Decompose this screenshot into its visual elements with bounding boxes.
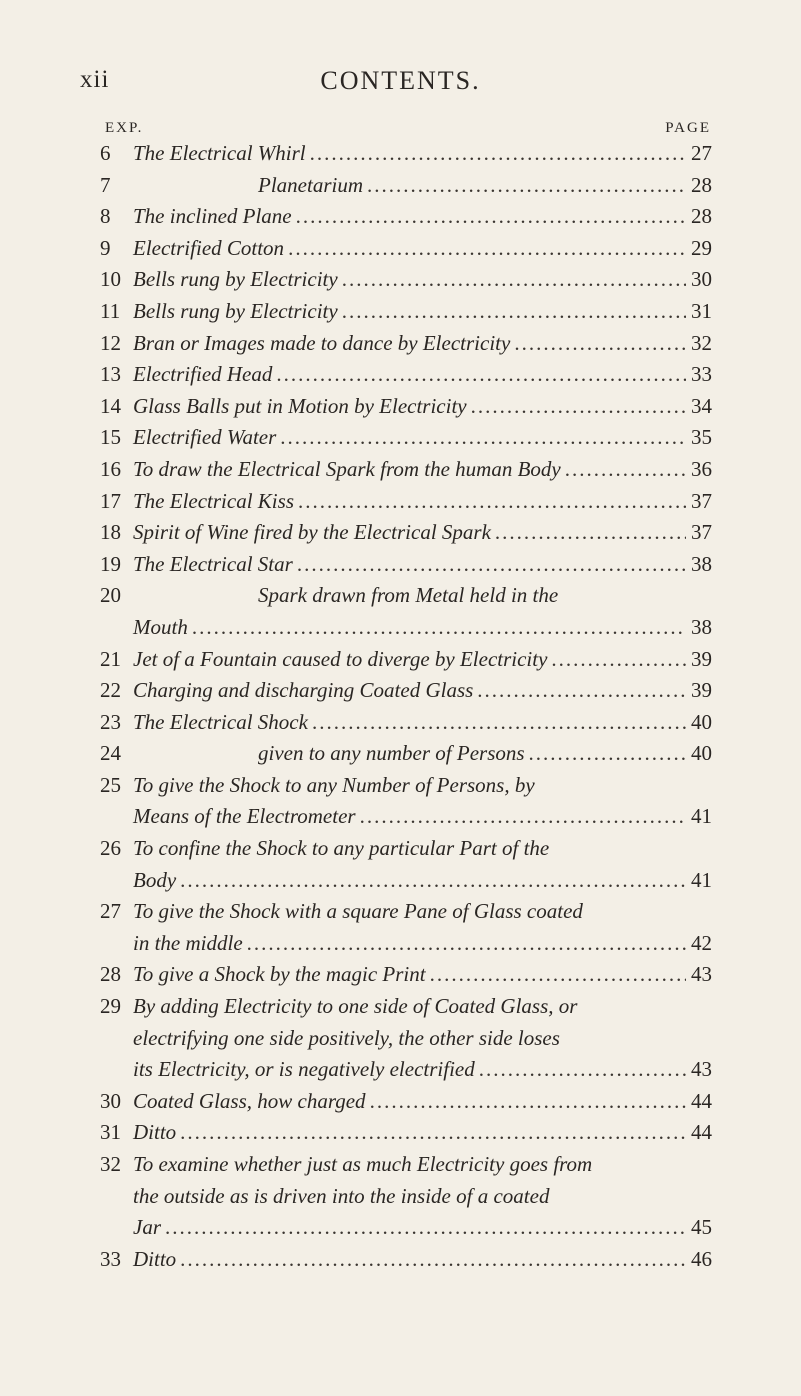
dot-leader [551,644,686,676]
experiment-title: Electrified Head [133,362,273,387]
entry-line [100,1212,712,1244]
contents-entry [100,644,712,676]
experiment-number: 16 [100,456,121,481]
contents-entry [100,328,712,360]
dot-leader [312,707,686,739]
experiment-number: 21 [100,646,121,671]
experiment-number: 33 [100,1246,121,1271]
entry-line [100,296,712,328]
experiment-number: 11 [100,298,121,323]
dot-leader [296,201,686,233]
entry-line [100,264,712,296]
page-reference: 34 [691,393,712,418]
experiment-number: 23 [100,709,121,734]
running-title: CONTENTS. [320,66,481,95]
experiment-title: given to any number of Persons [258,741,525,766]
experiment-number: 28 [100,962,121,987]
entry-line [100,1086,712,1118]
experiment-number: 22 [100,678,121,703]
page-reference: 30 [691,267,712,292]
page-reference: 28 [691,204,712,229]
contents-entry [100,1086,712,1118]
experiment-title: Means of the Electrometer [133,804,356,829]
experiment-number: 7 [100,172,111,197]
page-reference: 42 [691,930,712,955]
experiment-title: its Electricity, or is negatively electrified [133,1057,475,1082]
entry-line [100,201,712,233]
page-reference: 44 [691,1088,712,1113]
dot-leader [280,422,686,454]
contents-entry [100,422,712,454]
contents-entry [100,170,712,202]
page-reference: 31 [691,298,712,323]
experiment-title: in the middle [133,930,243,955]
contents-entry [100,675,712,707]
dot-leader [298,486,686,518]
dot-leader [529,738,686,770]
contents-entry [100,991,712,1086]
page-reference: 39 [691,646,712,671]
experiment-title: The inclined Plane [133,204,292,229]
entry-line [100,233,712,265]
dot-leader [297,549,686,581]
page-reference: 38 [691,614,712,639]
contents-entry [100,549,712,581]
experiment-title: To examine whether just as much Electricity goes from [133,1152,593,1176]
page-column-heading: PAGE [665,120,711,136]
page-reference: 45 [691,1215,712,1240]
dot-leader [479,1054,686,1086]
contents-entry [100,896,712,959]
entry-line [100,454,712,486]
page-reference: 40 [691,709,712,734]
experiment-number: 27 [100,899,121,924]
contents-entry [100,707,712,739]
page-number: xii [80,66,110,93]
experiment-number: 32 [100,1152,121,1176]
experiment-title: By adding Electricity to one side of Coated Glass, or [133,994,578,1019]
dot-leader [342,264,686,296]
experiment-title: Spirit of Wine fired by the Electrical Spark [133,520,491,545]
entry-line [100,328,712,360]
contents-entry [100,1244,712,1276]
experiment-number: 8 [100,204,111,229]
experiment-number: 24 [100,741,121,766]
experiment-title: The Electrical Star [133,551,293,576]
entry-line [100,833,712,865]
page-reference: 29 [691,235,712,260]
page-reference: 43 [691,962,712,987]
contents-entry [100,1149,712,1244]
contents-entry [100,833,712,896]
experiment-number: 29 [100,994,121,1019]
dot-leader [342,296,686,328]
experiment-title: Ditto [133,1120,177,1145]
dot-leader [430,959,686,991]
page-reference: 35 [691,425,712,450]
contents-entry [100,770,712,833]
experiment-title: Planetarium [258,172,363,197]
contents-entry [100,486,712,518]
experiment-title: Ditto [133,1246,177,1271]
page-reference: 38 [691,551,712,576]
contents-entry [100,264,712,296]
experiment-number: 12 [100,330,121,355]
entry-line [100,959,712,991]
entry-line [100,391,712,423]
page-reference: 39 [691,678,712,703]
entry-line [100,580,712,612]
page-reference: 27 [691,141,712,165]
contents-entry [100,138,712,170]
experiment-number: 30 [100,1088,121,1113]
entry-line [100,1054,712,1086]
experiment-title: The Electrical Shock [133,709,308,734]
experiment-title: Electrified Water [133,425,277,450]
dot-leader [276,359,686,391]
experiment-title: The Electrical Whirl [133,141,306,165]
experiment-number: 20 [100,583,121,608]
dot-leader [370,1086,686,1118]
entry-line [100,612,712,644]
experiment-title: Mouth [133,614,188,639]
dot-leader [288,233,686,265]
experiment-title: Bells rung by Electricity [133,267,338,292]
contents-entry [100,201,712,233]
experiment-title: To give a Shock by the magic Print [133,962,426,987]
experiment-number: 6 [100,141,111,165]
entry-line [100,170,712,202]
experiment-title: Body [133,867,177,892]
dot-leader [367,170,686,202]
entry-line [100,896,712,928]
page-header [0,0,801,110]
entry-line [100,517,712,549]
entry-line [100,707,712,739]
experiment-title: To give the Shock with a square Pane of Glass coated [133,899,583,924]
contents-entry [100,959,712,991]
contents-entry [100,233,712,265]
entry-line [100,991,712,1023]
experiment-title: the outside as is driven into the inside of a coated [133,1183,550,1208]
contents-entry [100,738,712,770]
experiment-number: 15 [100,425,121,450]
experiment-title: Jet of a Fountain caused to diverge by Electricity [133,646,548,671]
contents-entry [100,359,712,391]
experiment-number: 13 [100,362,121,387]
dot-leader [180,865,686,897]
page-reference: 33 [691,362,712,387]
entry-line [100,422,712,454]
entry-line [100,138,712,170]
experiment-title: Bran or Images made to dance by Electricity [133,330,511,355]
dot-leader [180,1244,686,1276]
page-reference: 36 [691,456,712,481]
contents-entry [100,517,712,549]
contents-entry [100,296,712,328]
entry-line [100,1181,712,1213]
contents-list [100,138,712,1275]
page-reference: 37 [691,520,712,545]
experiment-title: Coated Glass, how charged [133,1088,366,1113]
experiment-title: electrifying one side positively, the other side loses [133,1025,560,1050]
page-reference: 41 [691,804,712,829]
experiment-title: Bells rung by Electricity [133,298,338,323]
contents-entry [100,1117,712,1149]
page-reference: 41 [691,867,712,892]
page-reference: 46 [691,1246,712,1271]
entry-line [100,1023,712,1055]
experiment-number: 25 [100,772,121,797]
page-reference: 43 [691,1057,712,1082]
experiment-number: 14 [100,393,121,418]
experiment-number: 17 [100,488,121,513]
experiment-number: 18 [100,520,121,545]
experiment-number: 10 [100,267,121,292]
entry-line [100,770,712,802]
experiment-title: Jar [133,1215,161,1240]
experiment-number: 31 [100,1120,121,1145]
column-headings [105,120,711,140]
experiment-title: Spark drawn from Metal held in the [258,583,559,608]
page-reference: 44 [691,1120,712,1145]
dot-leader [310,138,686,170]
contents-entry [100,454,712,486]
page-reference: 37 [691,488,712,513]
entry-line [100,675,712,707]
experiment-number: 9 [100,235,111,260]
contents-entry [100,391,712,423]
exp-column-heading: EXP. [105,120,144,136]
contents-entry [100,580,712,643]
entry-line [100,549,712,581]
entry-line [100,738,712,770]
entry-line [100,801,712,833]
experiment-number: 26 [100,836,121,861]
entry-line [100,1149,712,1181]
dot-leader [247,928,686,960]
experiment-title: Charging and discharging Coated Glass [133,678,474,703]
dot-leader [477,675,686,707]
entry-line [100,359,712,391]
dot-leader [471,391,686,423]
dot-leader [565,454,686,486]
dot-leader [165,1212,686,1244]
experiment-title: Glass Balls put in Motion by Electricity [133,393,467,418]
entry-line [100,865,712,897]
experiment-number: 19 [100,551,121,576]
experiment-title: Electrified Cotton [133,235,285,260]
entry-line [100,1117,712,1149]
entry-line [100,928,712,960]
page-reference: 40 [691,741,712,766]
page-reference: 28 [691,172,712,197]
experiment-title: The Electrical Kiss [133,488,294,513]
dot-leader [192,612,686,644]
page-reference: 32 [691,330,712,355]
dot-leader [360,801,686,833]
entry-line [100,644,712,676]
experiment-title: To draw the Electrical Spark from the human Body [133,456,561,481]
entry-line [100,1244,712,1276]
dot-leader [180,1117,686,1149]
experiment-title: To confine the Shock to any particular Part of the [133,836,550,861]
dot-leader [495,517,686,549]
experiment-title: To give the Shock to any Number of Persons, by [133,772,535,797]
dot-leader [514,328,686,360]
entry-line [100,486,712,518]
